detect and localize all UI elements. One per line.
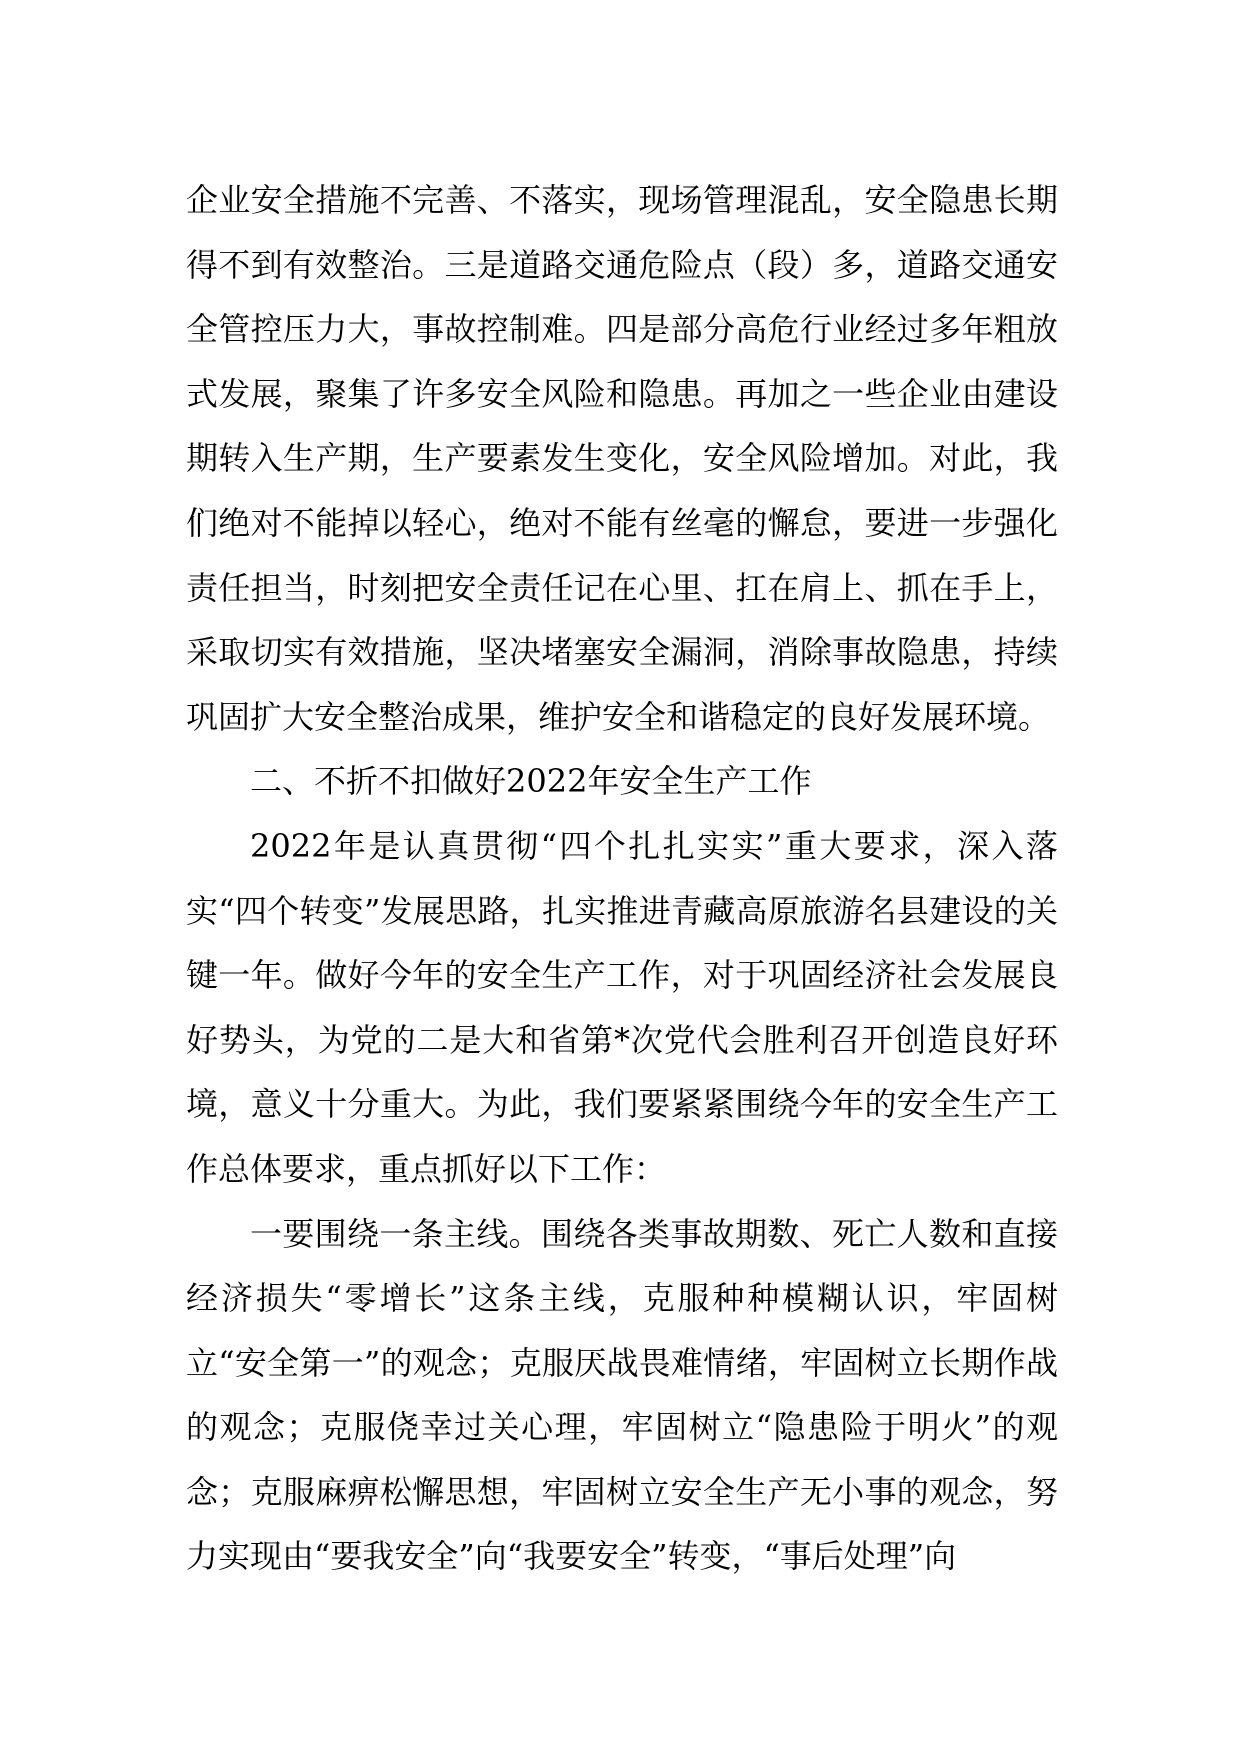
document-body [186,168,1058,1589]
paragraph-2022-overview: 2022年是认真贯彻“四个扎扎实实”重大要求，深入落实“四个转变”发展思路，扎实推进青藏高原旅游名县建设的关键一年。做好今年的安全生产工作，对于巩固经济社会发展良好势头，为党的二是大和省第*次党代会胜利召开创造良好环境，意义十分重大。为此，我们要紧紧围绕今年的安全生产工作总体要求，重点抓好以下工作： [186,826,1058,1188]
section-heading: 二、不折不扣做好2022年安全生产工作 [250,762,812,801]
paragraph-main-line: 一要围绕一条主线。围绕各类事故期数、死亡人数和直接经济损失“零增长”这条主线，克服种种模糊认识，牢固树立“安全第一”的观念；克服厌战畏难情绪，牢固树立长期作战的观念；克服侥幸过关心理，牢固树立“隐患险于明火”的观念；克服麻痹松懈思想，牢固树立安全生产无小事的观念，努力实现由“要我安全”向“我要安全”转变，“事后处理”向 [186,1214,1058,1576]
paragraph-continuation: 企业安全措施不完善、不落实，现场管理混乱，安全隐患长期得不到有效整治。三是道路交通危险点（段）多，道路交通安全管控压力大，事故控制难。四是部分高危行业经过多年粗放式发展，聚集了许多安全风险和隐患。再加之一些企业由建设期转入生产期，生产要素发生变化，安全风险增加。对此，我们绝对不能掉以轻心，绝对不能有丝毫的懈怠，要进一步强化责任担当，时刻把安全责任记在心里、扛在肩上、抓在手上，采取切实有效措施，坚决堵塞安全漏洞，消除事故隐患，持续巩固扩大安全整治成果，维护安全和谐稳定的良好发展环境。 [186,181,1058,736]
